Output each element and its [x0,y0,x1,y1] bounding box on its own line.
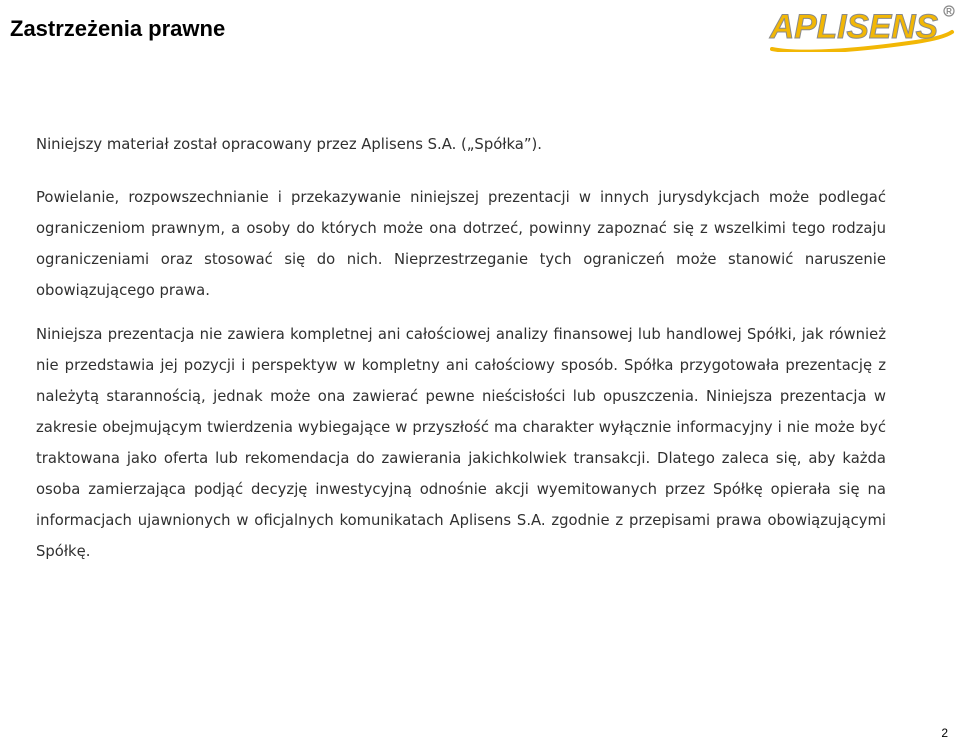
page-number: 2 [941,726,948,740]
disclaimer-body [36,130,886,567]
distribution-restrictions-paragraph: Powielanie, rozpowszechnianie i przekazywanie niniejszej prezentacji w innych jurysdykcjach może podlegać ograniczeniom prawnym, a osoby do których może ona dotrzeć, powinny zapoznać się z wszelkimi tego rodzaju ograniczeniami oraz stosować się do nich. Nieprzestrzeganie tych ograniczeń może stanowić naruszenie obowiązującego prawa. [36,189,886,299]
logo-text: APLISENS [769,8,939,46]
svg-text:R: R [946,7,952,16]
intro-paragraph: Niniejszy materiał został opracowany przez Aplisens S.A. („Spółka”). [36,136,542,153]
analysis-disclaimer-paragraph: Niniejsza prezentacja nie zawiera kompletnej ani całościowej analizy finansowej lub handlowej Spółki, jak również nie przedstawia jej pozycji i perspektyw w kompletny ani całościowy sposób. Spółka przygotowała prezentację z należytą starannością, jednak może ona zawierać pewne nieścisłości lub opuszczenia. Niniejsza prezentacja w zakresie obejmującym twierdzenia wybiegające w przyszłość ma charakter wyłącznie informacyjny i nie może być traktowana jako oferta lub rekomendacja do zawierania jakichkolwiek transakcji. Dlatego zaleca się, aby każda osoba zamierzająca podjąć decyzję inwestycyjną odnośnie akcji wyemitowanych przez Spółkę opierała się na informacjach ujawnionych w oficjalnych komunikatach Aplisens S.A. zgodnie z przepisami prawa obowiązującymi Spółkę. [36,326,886,560]
slide-header [0,0,960,70]
page-title: Zastrzeżenia prawne [10,16,226,41]
aplisens-logo [766,2,958,52]
